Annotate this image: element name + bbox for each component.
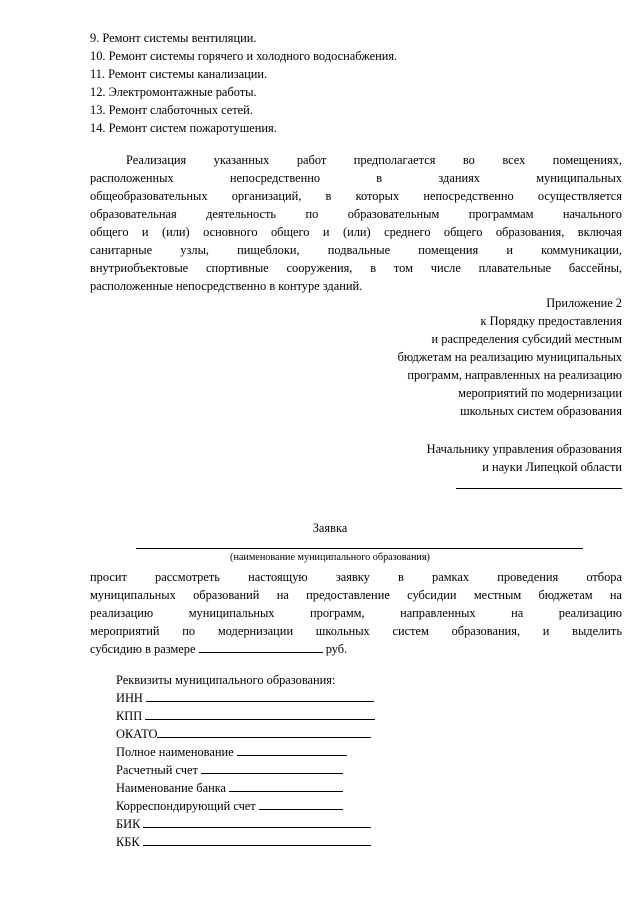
requisite-label: Наименование банка: [116, 781, 227, 795]
paragraph-line: расположенных непосредственно в зданиях муниципальных: [90, 171, 622, 185]
appendix-line: бюджетам на реализацию муниципальных: [397, 350, 622, 364]
requisite-row: [116, 779, 375, 797]
requisites-heading: Реквизиты муниципального образования:: [116, 673, 336, 687]
requisite-row: [116, 815, 375, 833]
bank-name-blank[interactable]: [229, 779, 343, 792]
form-title: Заявка: [312, 521, 348, 535]
requisites-block: [116, 671, 375, 851]
requisite-row: [116, 761, 375, 779]
addressee-block: [427, 440, 622, 494]
appendix-header: [398, 294, 622, 420]
requisite-label: КБК: [116, 835, 140, 849]
appendix-line: и распределения субсидий местным: [431, 332, 622, 346]
amount-prefix: субсидию в размере: [90, 642, 196, 656]
request-line: просит рассмотреть настоящую заявку в рамках проведения отбора: [90, 570, 622, 584]
requisite-label: Расчетный счет: [116, 763, 198, 777]
requisite-label: КПП: [116, 709, 143, 723]
paragraph-line: Реализация указанных работ предполагается во всех помещениях,: [126, 153, 622, 167]
requisite-row: [116, 725, 375, 743]
appendix-line: мероприятий по модернизации: [458, 386, 622, 400]
amount-suffix: руб.: [325, 642, 348, 656]
municipality-name-caption: (наименование муниципального образования): [230, 552, 430, 563]
paragraph-line: общего и (или) основного общего и (или) среднего общего образования, включая: [90, 225, 622, 239]
work-list: [90, 29, 397, 137]
addressee-line: Начальнику управления образования: [426, 442, 622, 456]
paragraph-line: образовательная деятельность по образовательным программам начального: [90, 207, 622, 221]
inn-blank[interactable]: [146, 689, 374, 702]
list-item: 14. Ремонт систем пожаротушения.: [90, 121, 277, 135]
paragraph-line: внутриобъектовые спортивные сооружения, в том числе плавательные бассейны,: [90, 261, 622, 275]
full-name-blank[interactable]: [237, 743, 347, 756]
requisite-row: [116, 797, 375, 815]
requisite-row: [116, 743, 375, 761]
request-paragraph: [90, 568, 622, 658]
list-item: 11. Ремонт системы канализации.: [90, 67, 268, 81]
municipality-name-line[interactable]: [136, 538, 583, 549]
appendix-line: к Порядку предоставления: [480, 314, 622, 328]
okato-blank[interactable]: [157, 725, 371, 738]
scope-paragraph: [90, 151, 622, 295]
requisite-label: Полное наименование: [116, 745, 234, 759]
kbk-blank[interactable]: [143, 833, 371, 846]
list-item: 12. Электромонтажные работы.: [90, 85, 257, 99]
requisite-row: [116, 689, 375, 707]
appendix-line: школьных систем образования: [460, 404, 622, 418]
requisite-label: Корреспондирующий счет: [116, 799, 256, 813]
request-line: мероприятий по модернизации школьных систем образования, и выделить: [90, 624, 622, 638]
signature-line[interactable]: [456, 478, 622, 489]
amount-blank[interactable]: [199, 640, 323, 653]
addressee-line: и науки Липецкой области: [482, 460, 622, 474]
paragraph-line: расположенные непосредственно в контуре зданий.: [90, 279, 363, 293]
corr-account-blank[interactable]: [259, 797, 343, 810]
requisite-row: [116, 707, 375, 725]
appendix-line: Приложение 2: [546, 296, 622, 310]
amount-line: [90, 640, 622, 658]
list-item: 9. Ремонт системы вентиляции.: [90, 31, 257, 45]
requisite-row: [116, 833, 375, 851]
bik-blank[interactable]: [143, 815, 371, 828]
request-line: муниципальных образований на предоставление субсидии местным бюджетам на: [90, 588, 622, 602]
paragraph-line: общеобразовательных организаций, в которых непосредственно осуществляется: [90, 189, 622, 203]
appendix-line: программ, направленных на реализацию: [407, 368, 622, 382]
request-line: реализацию муниципальных программ, направленных на реализацию: [90, 606, 622, 620]
requisite-label: ИНН: [116, 691, 143, 705]
requisite-label: БИК: [116, 817, 141, 831]
requisite-label: ОКАТО: [116, 727, 158, 741]
list-item: 10. Ремонт системы горячего и холодного водоснабжения.: [90, 49, 398, 63]
paragraph-line: санитарные узлы, пищеблоки, подвальные помещения и коммуникации,: [90, 243, 622, 257]
account-blank[interactable]: [201, 761, 343, 774]
kpp-blank[interactable]: [145, 707, 375, 720]
list-item: 13. Ремонт слаботочных сетей.: [90, 103, 253, 117]
